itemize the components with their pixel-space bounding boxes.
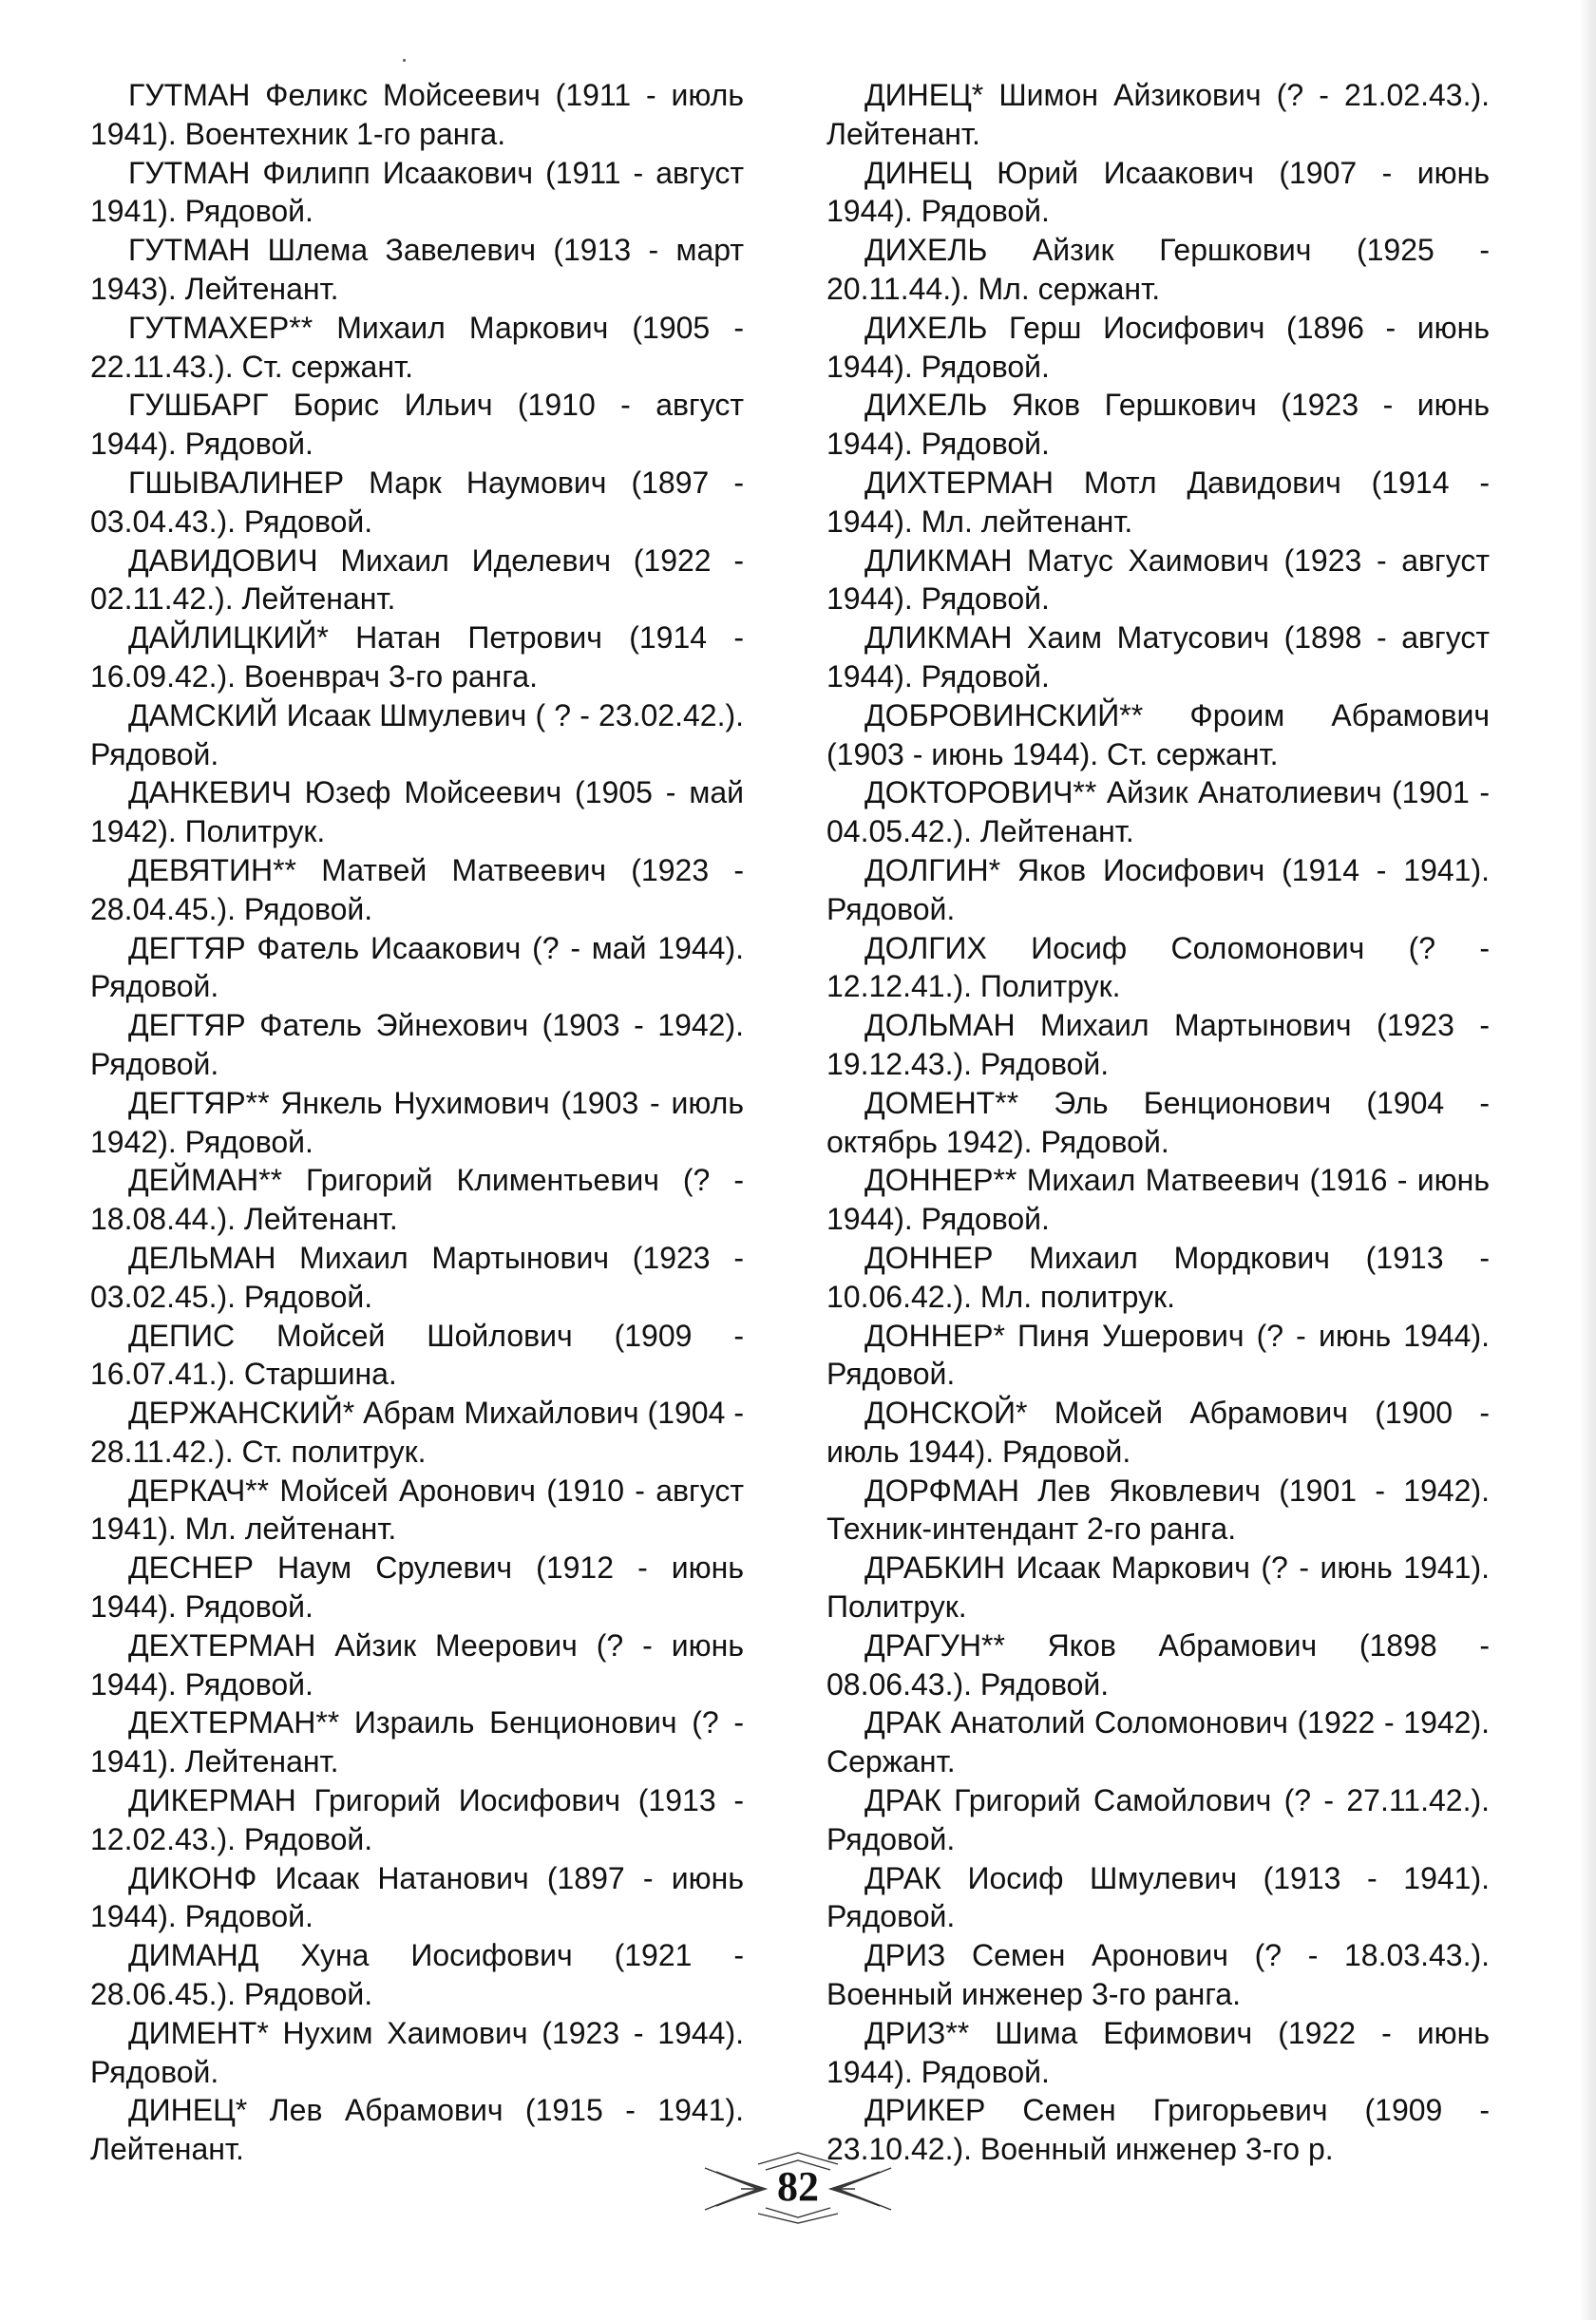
list-item: ДИКОНФ Исаак Натанович (1897 - июнь 1944). Рядовой.	[90, 1860, 744, 1934]
list-item: ДИНЕЦ* Шимон Айзикович (? - 21.02.43.). Лейтенант.	[826, 78, 1490, 151]
list-item: ДОНСКОЙ* Мойсей Абрамович (1900 - июль 1944). Рядовой.	[826, 1396, 1490, 1469]
list-item: ДЕГТЯР Фатель Исаакович (? - май 1944). Рядовой.	[90, 930, 744, 1004]
list-item: ДОРФМАН Лев Яковлевич (1901 - 1942). Техник-интендант 2-го ранга.	[826, 1473, 1490, 1547]
list-item: ДРИКЕР Семен Григорьевич (1909 - 23.10.42.). Военный инженер 3-го р.	[826, 2093, 1490, 2167]
list-item: ДАМСКИЙ Исаак Шмулевич ( ? - 23.02.42.). Рядовой.	[90, 697, 744, 771]
list-item: ГУТМАН Феликс Мойсеевич (1911 - июль 1941). Воентехник 1-го ранга.	[90, 78, 744, 151]
list-item: ДАВИДОВИЧ Михаил Иделевич (1922 - 02.11.42.). Лейтенант.	[90, 542, 744, 617]
list-item: ДИМЕНТ* Нухим Хаимович (1923 - 1944). Рядовой.	[90, 2015, 744, 2089]
list-item: ДРАГУН** Яков Абрамович (1898 - 08.06.43.). Рядовой.	[826, 1627, 1490, 1702]
list-item: ДЕЙМАН** Григорий Климентьевич (? - 18.08.44.). Лейтенант.	[90, 1163, 744, 1237]
list-item: ДЕПИС Мойсей Шойлович (1909 - 16.07.41.). Старшина.	[90, 1318, 744, 1392]
list-item: ДРАБКИН Исаак Маркович (? - июнь 1941). Политрук.	[826, 1550, 1490, 1625]
list-item: ДАЙЛИЦКИЙ* Натан Петрович (1914 - 16.09.42.). Военврач 3-го ранга.	[90, 620, 744, 694]
page-edge-shadow	[1579, 0, 1596, 2320]
list-item: ДОННЕР* Пиня Ушерович (? - июнь 1944). Рядовой.	[826, 1318, 1490, 1392]
list-item: ДЕВЯТИН** Матвей Матвеевич (1923 - 28.04.45.). Рядовой.	[90, 852, 744, 926]
list-item: ГШЫВАЛИНЕР Марк Наумович (1897 - 03.04.43.). Рядовой.	[90, 465, 744, 539]
list-item: ДОЛГИН* Яков Иосифович (1914 - 1941). Рядовой.	[826, 852, 1490, 926]
left-column	[90, 76, 744, 2169]
list-item: ДИНЕЦ* Лев Абрамович (1915 - 1941). Лейтенант.	[90, 2093, 744, 2167]
list-item: ДОЛЬМАН Михаил Мартынович (1923 - 19.12.43.). Рядовой.	[826, 1008, 1490, 1081]
list-item: ДИХЕЛЬ Герш Иосифович (1896 - июнь 1944). Рядовой.	[826, 310, 1490, 384]
list-item: ДРИЗ** Шима Ефимович (1922 - июнь 1944). Рядовой.	[826, 2015, 1490, 2089]
list-item: ДЕЛЬМАН Михаил Мартынович (1923 - 03.02.45.). Рядовой.	[90, 1240, 744, 1314]
list-item: ДРИЗ Семен Аронович (? - 18.03.43.). Военный инженер 3-го ранга.	[826, 1938, 1490, 2012]
list-item: ДЕХТЕРМАН** Израиль Бенционович (? - 1941). Лейтенант.	[90, 1705, 744, 1779]
list-item: ДОКТОРОВИЧ** Айзик Анатолиевич (1901 - 04.05.42.). Лейтенант.	[826, 775, 1490, 849]
list-item: ДОННЕР** Михаил Матвеевич (1916 - июнь 1944). Рядовой.	[826, 1163, 1490, 1237]
list-item: ДИХТЕРМАН Мотл Давидович (1914 - 1944). Мл. лейтенант.	[826, 465, 1490, 539]
list-item: ГУТМАХЕР** Михаил Маркович (1905 - 22.11.43.). Ст. сержант.	[90, 310, 744, 384]
page-number: 82	[777, 2163, 819, 2210]
list-item: ДОБРОВИНСКИЙ** Фроим Абрамович (1903 - июнь 1944). Ст. сержант.	[826, 697, 1490, 771]
list-item: ДРАК Григорий Самойлович (? - 27.11.42.). Рядовой.	[826, 1783, 1490, 1856]
list-item: ДЕРЖАНСКИЙ* Абрам Михайлович (1904 - 28.11.42.). Ст. политрук.	[90, 1396, 744, 1469]
list-item: ДЕСНЕР Наум Срулевич (1912 - июнь 1944). Рядовой.	[90, 1550, 744, 1625]
list-item: ДЕХТЕРМАН Айзик Меерович (? - июнь 1944). Рядовой.	[90, 1627, 744, 1702]
list-item: ДИНЕЦ Юрий Исаакович (1907 - июнь 1944). Рядовой.	[826, 155, 1490, 229]
list-item: ДИМАНД Хуна Иосифович (1921 - 28.06.45.). Рядовой.	[90, 1938, 744, 2012]
list-item: ДИХЕЛЬ Яков Гершкович (1923 - июнь 1944). Рядовой.	[826, 388, 1490, 462]
list-item: ДЕГТЯР** Янкель Нухимович (1903 - июль 1942). Рядовой.	[90, 1085, 744, 1159]
list-item: ГУТМАН Шлема Завелевич (1913 - март 1943). Лейтенант.	[90, 233, 744, 306]
page-footer	[703, 2151, 893, 2225]
list-item: ДЕРКАЧ** Мойсей Аронович (1910 - август 1941). Мл. лейтенант.	[90, 1473, 744, 1547]
list-item: ДОЛГИХ Иосиф Соломонович (? - 12.12.41.). Политрук.	[826, 930, 1490, 1004]
list-item: ДОННЕР Михаил Мордкович (1913 - 10.06.42.). Мл. политрук.	[826, 1240, 1490, 1314]
list-item: ДЛИКМАН Хаим Матусович (1898 - август 1944). Рядовой.	[826, 620, 1490, 694]
list-item: ДИХЕЛЬ Айзик Гершкович (1925 - 20.11.44.). Мл. сержант.	[826, 233, 1490, 306]
list-item: ГУШБАРГ Борис Ильич (1910 - август 1944). Рядовой.	[90, 388, 744, 462]
list-item: ГУТМАН Филипп Исаакович (1911 - август 1941). Рядовой.	[90, 155, 744, 229]
list-item: ДРАК Анатолий Соломонович (1922 - 1942). Сержант.	[826, 1705, 1490, 1779]
list-item: ДОМЕНТ** Эль Бенционович (1904 - октябрь 1942). Рядовой.	[826, 1085, 1490, 1159]
list-item: ДИКЕРМАН Григорий Иосифович (1913 - 12.02.43.). Рядовой.	[90, 1783, 744, 1856]
right-column	[826, 76, 1490, 2169]
list-item: ДЕГТЯР Фатель Эйнехович (1903 - 1942). Рядовой.	[90, 1008, 744, 1081]
list-item: ДЛИКМАН Матус Хаимович (1923 - август 1944). Рядовой.	[826, 542, 1490, 617]
list-item: ДРАК Иосиф Шмулевич (1913 - 1941). Рядовой.	[826, 1860, 1490, 1934]
list-item: ДАНКЕВИЧ Юзеф Мойсеевич (1905 - май 1942). Политрук.	[90, 775, 744, 849]
print-speck	[403, 59, 406, 62]
